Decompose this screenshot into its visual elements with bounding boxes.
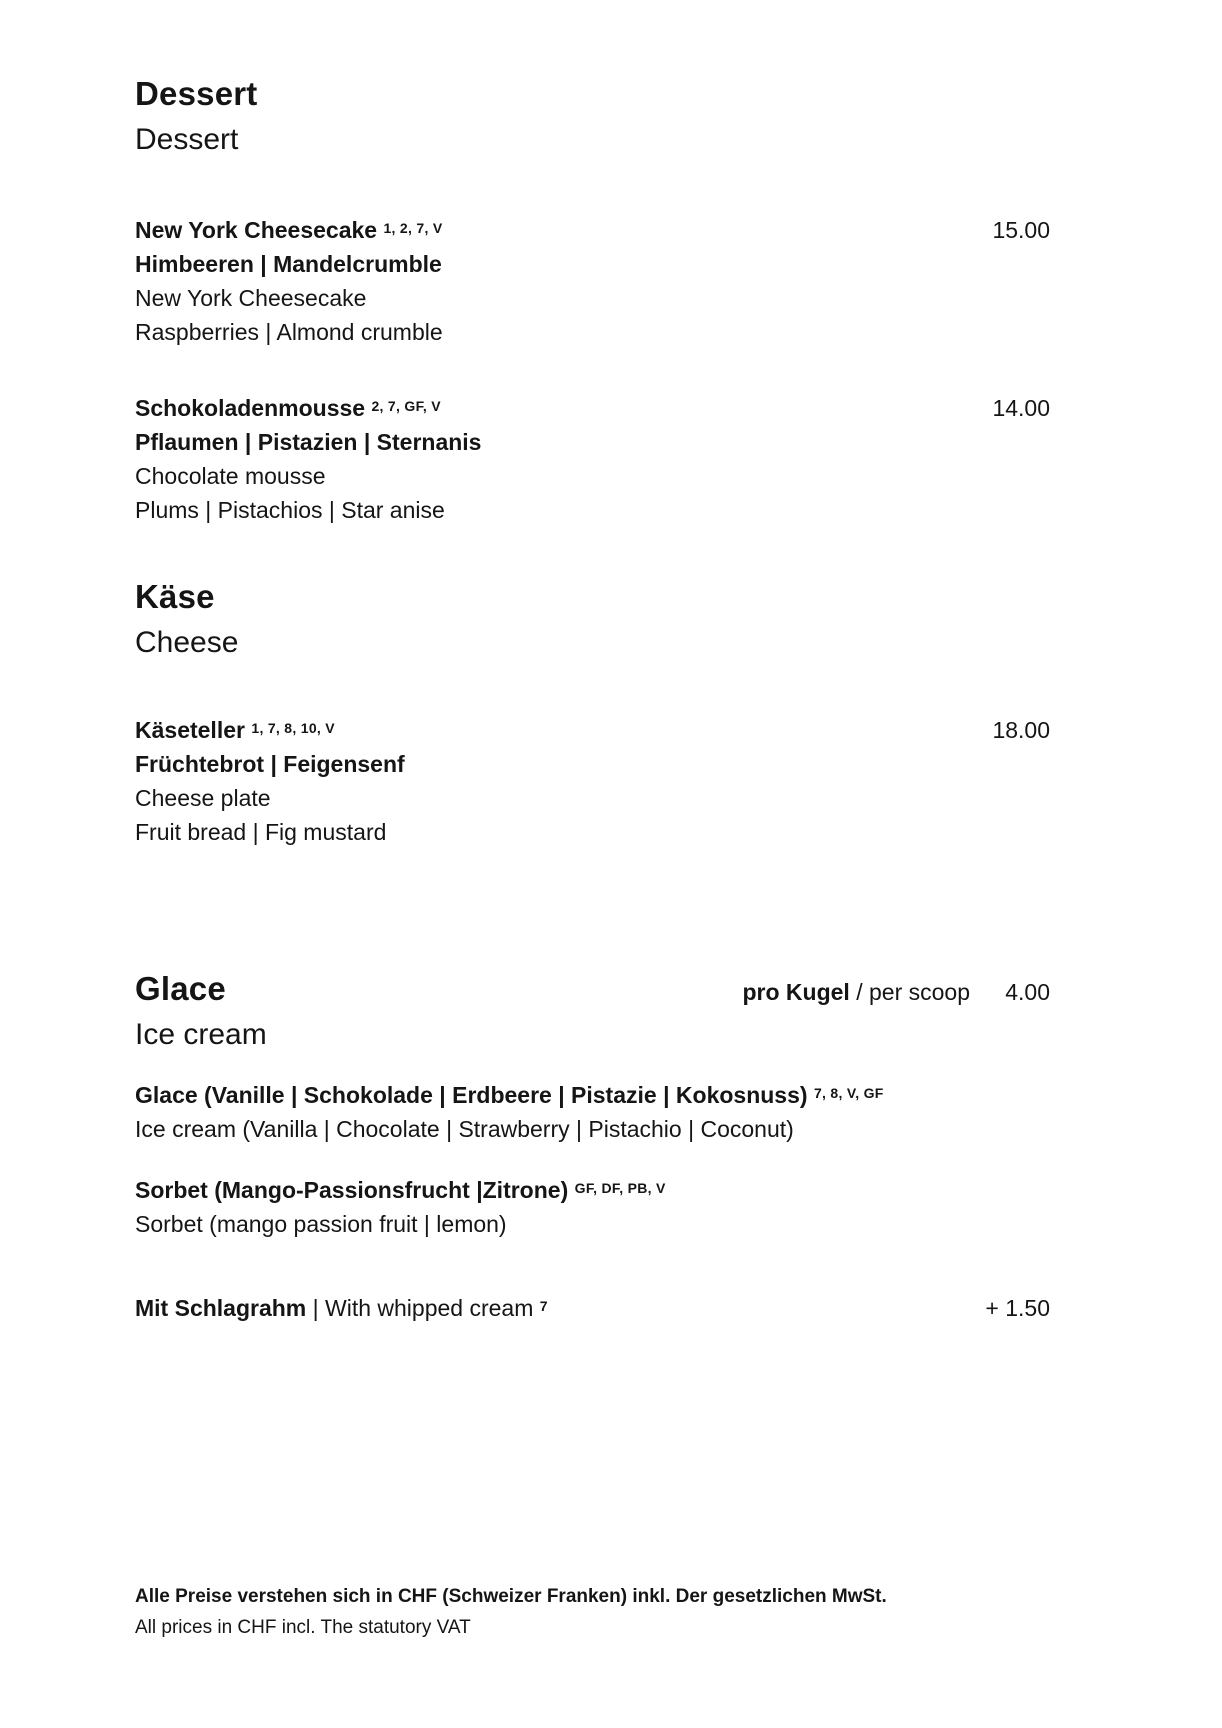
item-subtitle-en: Plums | Pistachios | Star anise bbox=[135, 497, 445, 523]
allergen-superscript: GF, DF, PB, V bbox=[574, 1180, 666, 1196]
glace-unit-label bbox=[742, 979, 970, 1006]
footer bbox=[135, 1581, 1050, 1643]
item-name-de: Schokoladenmousse $^{2, 7, GF, V}$ bbox=[135, 395, 441, 421]
section-title-kaese-de: Käse bbox=[135, 578, 215, 615]
glace-heading-row bbox=[135, 965, 1050, 1013]
item-title-row bbox=[135, 391, 1050, 425]
item-subtitle-de: Himbeeren | Mandelcrumble bbox=[135, 251, 442, 277]
allergen-superscript: 7, 8, V, GF bbox=[813, 1085, 884, 1101]
section-title-glace-en: Ice cream bbox=[135, 1018, 267, 1051]
supplement-name-en: | With whipped cream bbox=[306, 1295, 534, 1321]
item-name-en: Chocolate mousse bbox=[135, 463, 326, 489]
item-subtitle-de: Pflaumen | Pistazien | Sternanis bbox=[135, 429, 482, 455]
supplement-name-de: Mit Schlagrahm bbox=[135, 1295, 307, 1321]
menu-item-whipped-cream bbox=[135, 1291, 1050, 1325]
menu-item-kaeseteller bbox=[135, 713, 1050, 849]
item-price: 18.00 bbox=[992, 717, 1050, 743]
item-price: 14.00 bbox=[992, 395, 1050, 421]
item-name-en: Ice cream (Vanilla | Chocolate | Strawberry | Pistachio | Coconut) bbox=[135, 1116, 794, 1142]
footer-vat-note-de: Alle Preise verstehen sich in CHF (Schweizer Franken) inkl. Der gesetzlichen MwSt. bbox=[135, 1586, 887, 1607]
allergen-superscript: 1, 2, 7, V bbox=[383, 220, 443, 236]
item-name-en: Sorbet (mango passion fruit | lemon) bbox=[135, 1211, 507, 1237]
item-subtitle-en: Raspberries | Almond crumble bbox=[135, 319, 443, 345]
allergen-superscript: 1, 7, 8, 10, V bbox=[251, 720, 335, 736]
supplement-price: + 1.50 bbox=[985, 1295, 1050, 1321]
menu-item-glace-flavors bbox=[135, 1078, 1050, 1146]
item-title-row bbox=[135, 713, 1050, 747]
item-subtitle-de: Früchtebrot | Feigensenf bbox=[135, 751, 405, 777]
item-name-de: Sorbet (Mango-Passionsfrucht |Zitrone) $^{GF, DF, PB, V}$ bbox=[135, 1177, 666, 1203]
menu-item-schokoladenmousse bbox=[135, 391, 1050, 527]
section-title-kaese-en: Cheese bbox=[135, 626, 239, 659]
allergen-superscript: 2, 7, GF, V bbox=[371, 398, 441, 414]
allergen-superscript: 7 bbox=[539, 1298, 548, 1314]
item-name-en: Cheese plate bbox=[135, 785, 271, 811]
footer-vat-note-en: All prices in CHF incl. The statutory VAT bbox=[135, 1617, 471, 1638]
section-title-glace-de: Glace bbox=[135, 970, 226, 1007]
item-name-de: Käseteller $^{1, 7, 8, 10, V}$ bbox=[135, 717, 335, 743]
item-price: 15.00 bbox=[992, 217, 1050, 243]
item-name-de: New York Cheesecake $^{1, 2, 7, V}$ bbox=[135, 217, 443, 243]
menu-item-sorbet bbox=[135, 1173, 1050, 1241]
item-name-en: New York Cheesecake bbox=[135, 285, 367, 311]
unit-label-en: / per scoop bbox=[849, 979, 970, 1005]
item-name-de: Glace (Vanille | Schokolade | Erdbeere | Pistazie | Kokosnuss) $^{7, 8, V, GF}$ bbox=[135, 1082, 884, 1108]
section-title-dessert-de: Dessert bbox=[135, 75, 258, 112]
glace-unit-price: 4.00 bbox=[1005, 979, 1050, 1005]
menu-item-new-york-cheesecake bbox=[135, 213, 1050, 349]
section-title-dessert-en: Dessert bbox=[135, 123, 239, 156]
supplement-label bbox=[135, 1291, 548, 1325]
item-subtitle-en: Fruit bread | Fig mustard bbox=[135, 819, 387, 845]
item-title-row bbox=[135, 213, 1050, 247]
unit-label-de: pro Kugel bbox=[742, 979, 850, 1005]
